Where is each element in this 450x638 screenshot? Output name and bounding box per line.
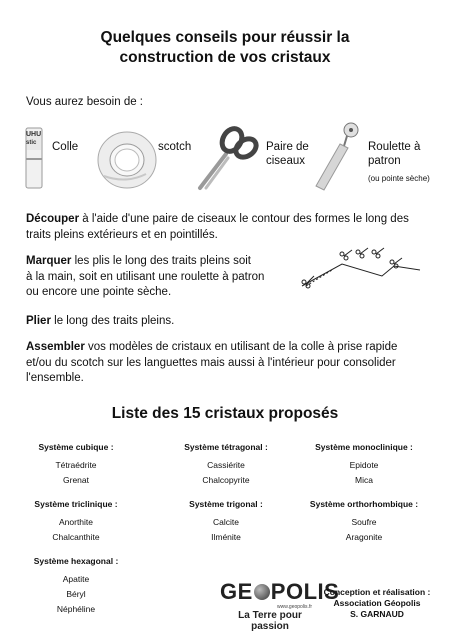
logo-url: www.geopolis.fr [276,604,312,610]
tool-label-scissors: Paire de ciseaux [266,141,309,167]
crystal-item: Apatite [62,574,90,584]
system-monoclinic: Système monoclinique : Epidote Mica [294,442,434,488]
system-trigonal: Système trigonal : Calcite Ilménite [156,499,296,545]
crystal-item: Ilménite [211,532,241,542]
title-line-1: Quelques conseils pour réussir la [100,29,350,46]
tool-label-wheel: Roulette à patron (ou pointe sèche) [368,140,430,186]
needs-label: Vous aurez besoin de : [26,96,143,108]
crystal-item: Calcite [213,517,239,527]
system-hexagonal: Système hexagonal : Apatite Béryl Néphéline [6,556,146,617]
system-orthorhombic: Système orthorhombique : Soufre Aragonite [294,499,434,545]
crystal-item: Cassiérite [207,460,245,470]
crystal-item: Epidote [349,460,379,470]
pattern-wheel-icon [314,120,360,192]
instruction-assemble: Assembler vos modèles de cristaux en utilisant de la colle à prise rapide et/ou du scotch sur les languettes mais aussi à l'intérieur pour consolider l'ensemble. [26,341,398,384]
system-tetragonal: Système tétragonal : Cassiérite Chalcopyrite [156,442,296,488]
tape-roll-icon [96,126,158,190]
globe-icon [254,584,270,600]
glue-brand-logo: UHU stic [26,131,42,146]
crystal-item: Chalcopyrite [202,475,250,485]
geopolis-logo: GE POLIS www.geopolis.fr La Terre pour passion [220,579,340,632]
crystal-item: Chalcanthite [52,532,100,542]
crystal-item: Tétraédrite [55,460,97,470]
crystal-item: Mica [355,475,373,485]
page-title [0,28,450,68]
tool-label-tape: scotch [158,141,192,153]
tool-note-wheel: (ou pointe sèche) [368,174,430,183]
crystal-item: Anorthite [58,517,94,527]
crystal-list-title: Liste des 15 cristaux proposés [111,405,339,422]
system-cubic: Système cubique : Tétraédrite Grenat [6,442,146,488]
instruction-fold: Plier le long des traits pleins. [26,315,175,327]
crystal-item: Grenat [63,475,89,485]
scissors-icon [196,122,260,192]
cut-line-diagram [294,240,428,296]
crystal-item: Soufre [351,517,377,527]
logo-tagline: La Terre pour passion [238,610,302,632]
crystal-item: Aragonite [345,532,383,542]
scissors-mark-icon [302,248,402,288]
crystal-item: Béryl [66,589,86,599]
system-triclinic: Système triclinique : Anorthite Chalcanthite [6,499,146,545]
tool-label-glue: Colle [52,141,79,153]
title-line-2: construction de vos cristaux [119,49,331,66]
instruction-cut: Découper à l'aide d'une paire de ciseaux le contour des formes le long des traits pleins extérieurs et en pointillés. [26,213,409,241]
credits: Conception et réalisation : Association Géopolis S. GARNAUD [323,587,431,619]
instruction-mark: Marquer les plis le long des traits pleins soit à la main, soit en utilisant une roulette à patron ou encore une pointe sèche. [26,255,265,298]
crystal-item: Néphéline [56,604,96,614]
